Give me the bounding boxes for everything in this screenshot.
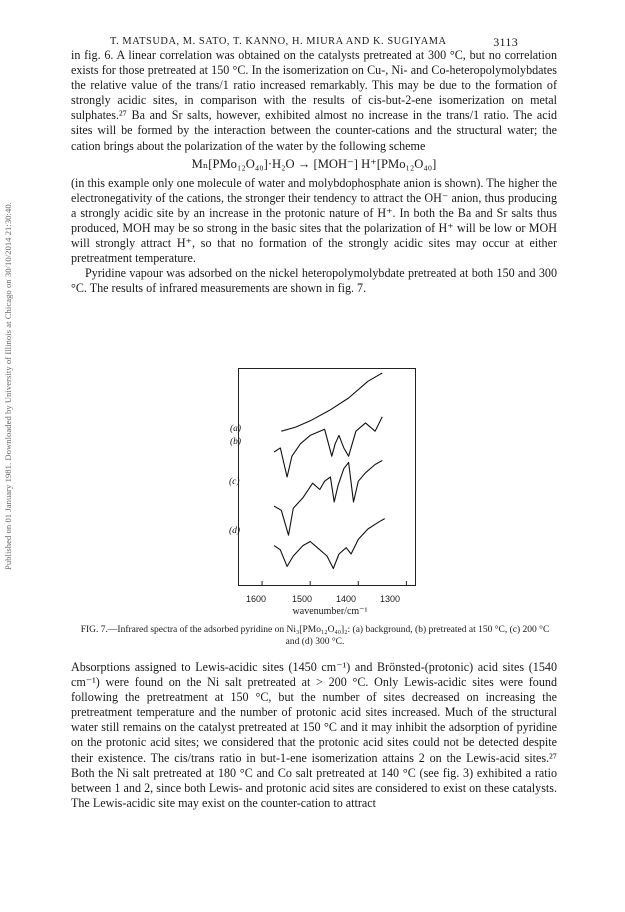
running-header — [110, 36, 518, 47]
header-authors: T. MATSUDA, M. SATO, T. KANNO, H. MIURA AND K. SUGIYAMA — [110, 36, 447, 47]
x-tick-label: 1300 — [379, 594, 401, 604]
x-axis-label: wavenumber/cm⁻¹ — [292, 606, 368, 617]
lower-text-block — [71, 660, 557, 811]
reaction-scheme: Mₙ[PMo₁₂O₄₀]·H₂O → [MOH⁻] H⁺[PMo₁₂O₄₀] — [191, 156, 437, 171]
page-number: 3113 — [493, 35, 518, 49]
x-tick-label: 1600 — [245, 594, 267, 604]
paragraph-4: Absorptions assigned to Lewis-acidic sites (1450 cm⁻¹) and Brönsted-(protonic) acid sites (1540 cm⁻¹) were found on the Ni salt pretreated at > 200 °C. Only Lewis-acidic sites were found following the pretreatment at 150 °C, but the number of sites decreased on increasing the pretreatment temperature and the number of protonic acid sites increased. Much of the structural water still remains on the catalyst pretreated at 150 °C and it may inhibit the adsorption of pyridine on the protonic acid sites; we considered that the protonic acid sites could not be detected despite their existence. The cis/trans ratio in but-1-ene isomerization attains 2 on the Lewis-acid sites.²⁷ Both the Ni salt pretreated at 180 °C and Co salt pretreated at 140 °C (see fig. 3) exhibited a ratio between 1 and 2, since both Lewis- and protonic acid sites are considered to exist on these catalysts. The Lewis-acidic site may exist on the counter-cation to attract — [71, 660, 557, 810]
paragraph-2: (in this example only one molecule of water and molybdophosphate anion is shown). The higher the electronegativity of the cations, the stronger their tendency to attract the OH⁻ anion, thus producing a strongly acidic site by an increase in the protonic nature of H⁺. In both the Ba and Sr salts thus produced, MOH may be so strong in the basic sites that the polarization of H⁺ will be low or MOH will strongly attract H⁺, so that no formation of the strongly acidic sites may occur at either pretreatment temperature. — [71, 175, 557, 266]
chart-frame — [239, 369, 416, 586]
spectrum-line-b — [274, 417, 382, 477]
series-label-a: (a) — [230, 424, 242, 434]
x-tick-label: 1400 — [335, 594, 357, 604]
ir-spectra-figure — [238, 368, 416, 586]
spectrum-line-c — [274, 460, 382, 535]
download-side-note: Published on 01 January 1981. Downloaded by University of Illinois at Chicago on 30/10/2014 21:30:40. — [3, 202, 13, 570]
series-label-b: (b) — [230, 437, 242, 447]
paragraph-1: in fig. 6. A linear correlation was obtained on the catalysts pretreated at 300 °C, but no correlation exists for those pretreated at 150 °C. In the isomerization on Cu-, Ni- and Co-heteropolymolybdates the relative value of the trans/1 ratio increased remarkably. This may be due to the formation of strongly acidic sites, in comparison with the results of cis-but-2-ene isomerization on metal sulphates.²⁷ Ba and Sr salts, however, exhibited almost no increase in the trans/1 ratio. The acid sites will be formed by the interaction between the counter-cations and the structural water; the cation brings about the polarization of the water by the following scheme — [71, 48, 557, 153]
spectrum-line-d — [274, 519, 385, 569]
ir-spectra-chart — [238, 368, 416, 586]
paragraph-3: Pyridine vapour was adsorbed on the nickel heteropolymolybdate pretreated at both 150 and 300 °C. The results of infrared measurements are shown in fig. 7. — [71, 266, 557, 296]
upper-text-block — [71, 48, 557, 297]
series-label-d: (d) — [229, 526, 241, 536]
spectrum-line-a — [281, 373, 382, 431]
figure-caption: FIG. 7.—Infrared spectra of the adsorbed pyridine on Ni₃[PMo₁₂O₄₀]₂: (a) background, (b) pretreated at 150 °C, (c) 200 °C and (d) 300 °C. — [80, 625, 550, 647]
x-tick-label: 1500 — [291, 594, 313, 604]
series-label-c: (c) — [229, 477, 240, 487]
